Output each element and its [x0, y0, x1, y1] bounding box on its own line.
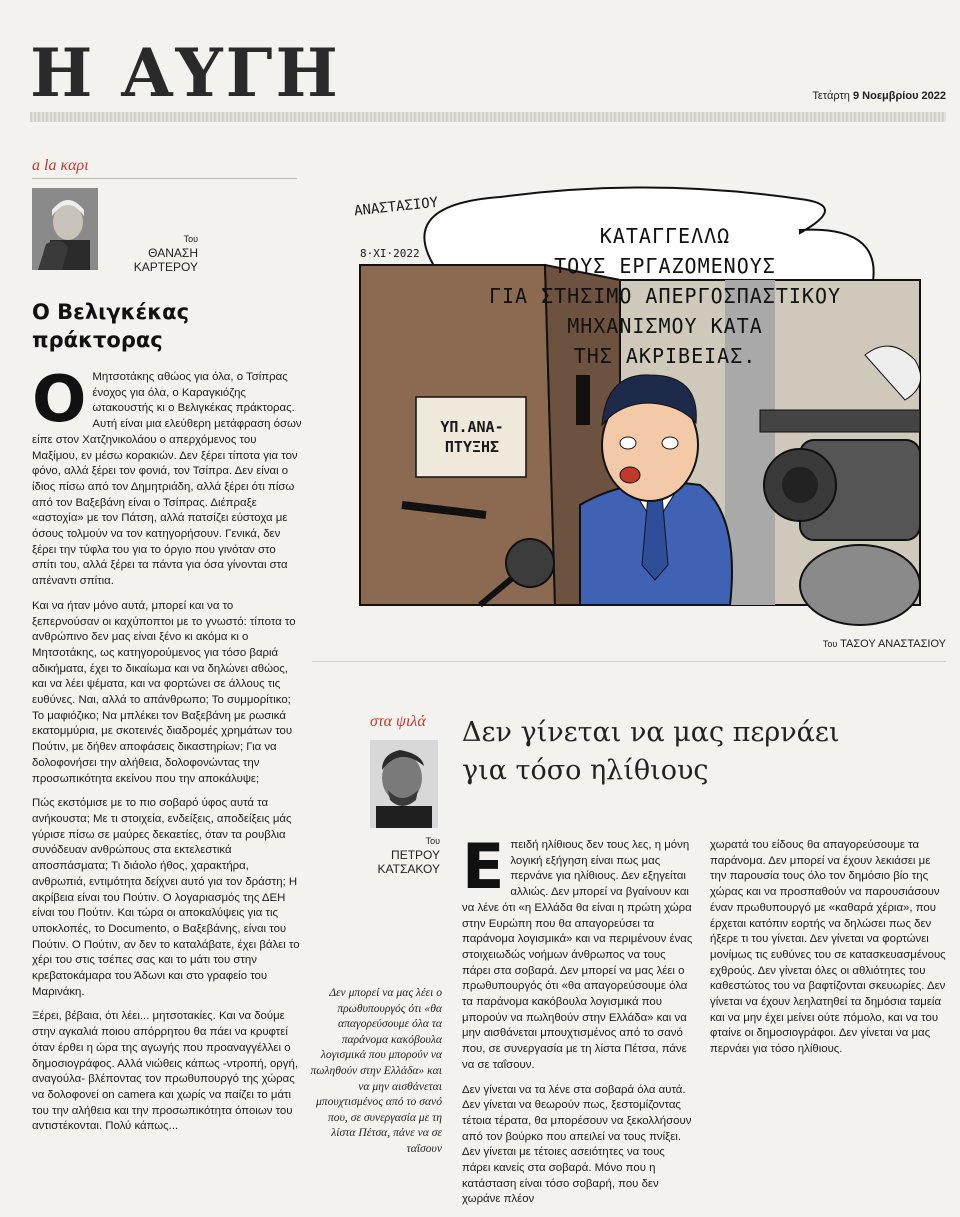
drop-cap: Ο	[32, 363, 87, 437]
paragraph: Ξέρει, βέβαια, ότι λέει... μητσοτακίες. Και να δούμε στην αγκαλιά ποιου απόρρητου θα πάει να κρυφτεί όταν έρθει η ώρα της αγωγής που προαναγγέλλει ο δημοσιογράφος. Αλλά νιώθεις κάπως -ντροπή, οργή, αναγούλα- βλέποντας τον πρωθυπουργό της χώρας να δολοφονεί on camera και χωρίς να παίζει το μάτι του την αλήθεια και την προσωπικότητα όποιων του αντιστέκονται. Πολύ κάπως...	[32, 1010, 298, 1133]
author-portrait-icon	[32, 188, 98, 270]
section-divider	[312, 661, 946, 662]
article-headline: Δεν γίνεται να μας περνάει για τόσο ηλίθιους	[462, 717, 840, 786]
author-portrait-icon	[370, 740, 438, 828]
editorial-cartoon	[330, 185, 946, 633]
article-headline: Ο Βελιγκέκας πράκτορας	[32, 300, 190, 352]
column-kicker: στα ψιλά	[370, 713, 426, 730]
cartoon-signature-date: 8·ΧΙ·2022	[360, 247, 420, 260]
paragraph: Πώς εκστόμισε με το πιο σοβαρό ύφος αυτά τα ανήκουστα; Με τι στοιχεία, ενδείξεις, αποδείξεις μάς γύρισε πίσω σε μαύρες δεκαετίες, όταν τα ρουβλια συνόδευαν ανθρώπους στα εκτελεστικά αποσπάσματα; Τι διάολο ήθος, χαρακτήρα, ανθρωπιά, εντιμότητα δείχνει αυτό για τον δράστη; Η ακρίβεια είναι του Πούτιν. Ο λογαριασμός της ΔΕΗ είναι του Πούτιν. Και τώρα οι αποκαλύψεις για τις υποκλοπές, το Documento, ο Βαξεβάνης, είναι του Πούτιν. Ο Πούτιν, αν δεν το καταλάβατε, έχει βάλει το χέρι του στις τσέπες σας και το μάτι του στην κρεβατοκάμαρα του Άδωνι και στο γραφείο του Μαρινάκη.	[32, 797, 300, 998]
door-sign: ΥΠ.ΑΝΑ- ΠΤΥΞΗΣ	[440, 418, 504, 456]
masthead-rule	[30, 112, 946, 122]
author-photo	[370, 740, 438, 828]
drop-cap: Ε	[462, 830, 505, 903]
column-kicker: a la καρι	[32, 157, 89, 174]
pull-quote: Δεν μπορεί να μας λέει ο πρωθυπουργός ότι «θα απαγορεύσουμε όλα τα παράνομα κακόβουλα λογισμικά που μπορούν να πωληθούν στην Ελλάδα» και να μην αισθάνεται μπουχτισμένος από το σανό που, σε συνεργασία με τη λίστα Πέτσα, πάνε να σε ταΐσουν	[310, 986, 442, 1155]
cartoon-signature: ΑΝΑΣΤΑΣΙΟΥ	[353, 194, 439, 220]
issue-date: Τετάρτη 9 Νοεμβρίου 2022	[812, 90, 946, 102]
author-photo	[32, 188, 98, 270]
author-byline: Του ΠΕΤΡΟΥ ΚΑΤΣΑΚΟΥ	[377, 836, 440, 876]
paragraph: Δεν γίνεται να τα λένε στα σοβαρά όλα αυτά. Δεν γίνεται να θεωρούν πως, ξεστομίζοντας τέτοια τέρατα, θα μπορέσουν να ξεκολλήσουν από τον βούρκο που απειλεί να τους πνίξει. Δεν γίνεται με τέτοιες ασειότητες να τους πάρει κανείς στα σοβαρά. Μόνο που η κατάσταση είναι τόσο σοβαρή, που δεν χωράνε πλέον	[462, 1083, 692, 1206]
paragraph: Και να ήταν μόνο αυτά, μπορεί και να το ξεπερνούσαν οι καχύποπτοι με το γνωστό: τίποτα το ανθρώπινο δεν μας είναι ξένο κι ακόμα κι ο Μητσοτάκης, ως κατηγορούμενος για τόσο βαριά αδικήματα, έχει το δικαίωμα και να δηλώνει αθώος, και να λέει ψέματα, και να φορτώνει σε άλλους τις ευθύνες. Ναι, αλλά το απάνθρωπο; Το συμμορίτικο; Το μαφιόζικο; Να μπλέκει τον Βαξεβάνη με ρωσικά εκατομμύρια, με σκοτεινές διαδρομές χρημάτων του Πούτιν, με δήθεν αποφάσεις δικαστηρίων; Για να δολοφονήσει την αλήθεια, δολοφονώντας την προσωπικότητα εκείνου που την αποκάλυψε;	[32, 599, 296, 785]
author-byline: Του ΘΑΝΑΣΗ ΚΑΡΤΕΡΟΥ	[133, 234, 198, 274]
article-body-column-2	[710, 838, 946, 1067]
cartoon-speech-bubble: ΚΑΤΑΓΓΕΛΛΩ ΤΟΥΣ ΕΡΓΑΖΟΜΕΝΟΥΣ ΓΙΑ ΣΤΗΣΙΜΟ ΑΠΕΡΓΟΣΠΑΣΤΙΚΟΥ ΜΗΧΑΝΙΣΜΟΥ ΚΑΤΑ ΤΗΣ ΑΚΡΙΒΕΙΑΣ.	[488, 224, 842, 368]
cartoon-credit: Του ΤΑΣΟΥ ΑΝΑΣΤΑΣΙΟΥ	[822, 638, 946, 650]
article-body-column-1: Επειδή ηλίθιους δεν τους λες, η μόνη λογική εξήγηση είναι πως μας περνάνε για ηλίθιους. Δεν εξηγείται αλλιώς. Δεν μπορεί να βγαίνουν και να λένε ότι «η Ελλάδα θα είναι η πρώτη χώρα στην Ευρώπη που θα απαγορεύσει τα παράνομα λογισμικά» και να περιμένουν ένας στοιχειωδώς νοήμων άνθρωπος να τους πάρει στα σοβαρά. Δεν μπορεί να μας λέει ο πρωθυπουργός ότι «θα απαγορεύσουμε όλα τα παράνομα κακόβουλα λογισμικά που μπορούν να πωληθούν στην Ελλάδα» και να μην αισθάνεται μπουχτισμένος από το σανό που, σε συνεργασία με τη λίστα Πέτσα, πάνε να σε ταΐσουν. Δεν γίνεται να τα λένε στα σοβαρά όλα αυτά. Δεν γίνεται να θεωρούν πως, ξεστομίζοντας τέτοια τέρατα, θα μπορέσουν να ξεκολλήσουν από τον βούρκο που απειλεί να τους πνίξει. Δεν γίνεται με τέτοιες ασειότητες να τους πάρει κανείς στα σοβαρά. Μόνο που η κατάσταση είναι τόσο σοβαρή, που δεν χωράνε πλέον	[462, 838, 694, 1217]
kicker-divider	[32, 178, 297, 179]
article-body: Ο Μητσοτάκης αθώος για όλα, ο Τσίπρας ένοχος για όλα, ο Καραγκιόζης ωτακουστής κι ο Βελιγκέκας πράκτορας. Αυτή είναι μια ελεύθερη μετάφραση όσων είπε στον Χατζηνικολάου ο απερχόμενος του Μαξίμου, εν μέσω κορακιών. Δεν ξέρει τίποτα για τον φόνο, αλλά ξέρει τον φονιά, τον Τσίπρα. Δεν είναι ο ίδιος πίσω από τον Δημητριάδη, αλλά ξέρει ότι πίσω από τον Βαξεβάνη είναι ο Τσίπρας. Διέπραξε «αστοχία» με τον Πάτση, αλλά πατσίζει εύστοχα με όσους τολμούν να τον κατηγορήσουν. Γενικά, δεν ξέρει την τύφλα του για το όργιο που γινόταν στο σπίτι του, αλλά ξέρει τα πάντα για όσα γίνονται στα απέναντι σπίτια. Και να ήταν μόνο αυτά, μπορεί και να το ξεπερνούσαν οι καχύποπτοι με το γνωστό: τίποτα το ανθρώπινο δεν μας είναι ξένο κι ακόμα κι ο Μητσοτάκης, ως κατηγορούμενος για τόσο βαριά αδικήματα, έχει το δικαίωμα και να δηλώνει αθώος, και να λέει ψέματα, και να φορτώνει σε άλλους τις ευθύνες. Ναι, αλλά το απάνθρωπο; Το συμμορίτικο; Το μαφιόζικο; Να μπλέκει τον Βαξεβάνη με ρωσικά εκατομμύρια, με σκοτεινές διαδρομές χρημάτων του Πούτιν, με δήθεν αποφάσεις δικαστηρίων; Για να δολοφονήσει την αλήθεια, δολοφονώντας την προσωπικότητα εκείνου που την αποκάλυψε; Πώς εκστόμισε με το πιο σοβαρό ύφος αυτά τα ανήκουστα; Με τι στοιχεία, ενδείξεις, αποδείξεις μάς γύρισε πίσω σε μαύρες δεκαετίες, όταν τα ρουβλια συνόδευαν ανθρώπους στα εκτελεστικά αποσπάσματα; Τι διάολο ήθος, χαρακτήρα, ανθρωπιά, εντιμότητα δείχνει αυτό για τον δράστη; Η ακρίβεια είναι του Πούτιν. Ο λογαριασμός της ΔΕΗ είναι του Πούτιν. Και τώρα οι αποκαλύψεις για τις υποκλοπές, το Documento, ο Βαξεβάνης, είναι του Πούτιν. Ο Πούτιν, αν δεν το καταλάβατε, έχει βάλει το χέρι του στις τσέπες σας και το μάτι του στην κρεβατοκάμαρα του Άδωνι και στο γραφείο του Μαρινάκη. Ξέρει, βέβαια, ότι λέει... μητσοτακίες. Και να δούμε στην αγκαλιά ποιου απόρρητου θα πάει να κρυφτεί όταν έρθει η ώρα της αγωγής που προαναγγέλλει ο δημοσιογράφος. Αλλά νιώθεις κάπως -ντροπή, οργή, αναγούλα- βλέποντας τον πρωθυπουργό της χώρας να δολοφονεί on camera και χωρίς να παίζει το μάτι του την αλήθεια και την προσωπικότητα όποιων του αντιστέκονται. Πολύ κάπως...	[32, 370, 302, 1144]
paragraph: χωρατά του είδους θα απαγορεύσουμε τα παράνομα. Δεν μπορεί να έχουν λεκιάσει με την παρουσία τους όλο τον δημόσιο βίο της χώρας και να προσπαθούν να παρουσιάσουν έναν πρωθυπουργό με «καθαρά χέρια», που έρχεται κατόπιν εορτής να δηλώσει πως δεν ήξερε τι του γίνεται. Δεν γίνεται να φορτώνει μονίμως τις ευθύνες του σε κατασκευασμένους εχθρούς. Δεν γίνεται όλες οι αθλιότητες του καθεστώτος του να βαφτίζονται σκευωρίες. Δεν γίνεται να έχουν λεηλατηθεί τα δημόσια ταμεία και να μην έχει μείνει ούτε πόμολο, και να του φταίνε οι δημοσιογράφοι. Δεν γίνεται να μας περνάει για τόσο ηλίθιους.	[710, 839, 946, 1056]
masthead-logo: Η ΑΥΓΗ	[30, 34, 341, 112]
